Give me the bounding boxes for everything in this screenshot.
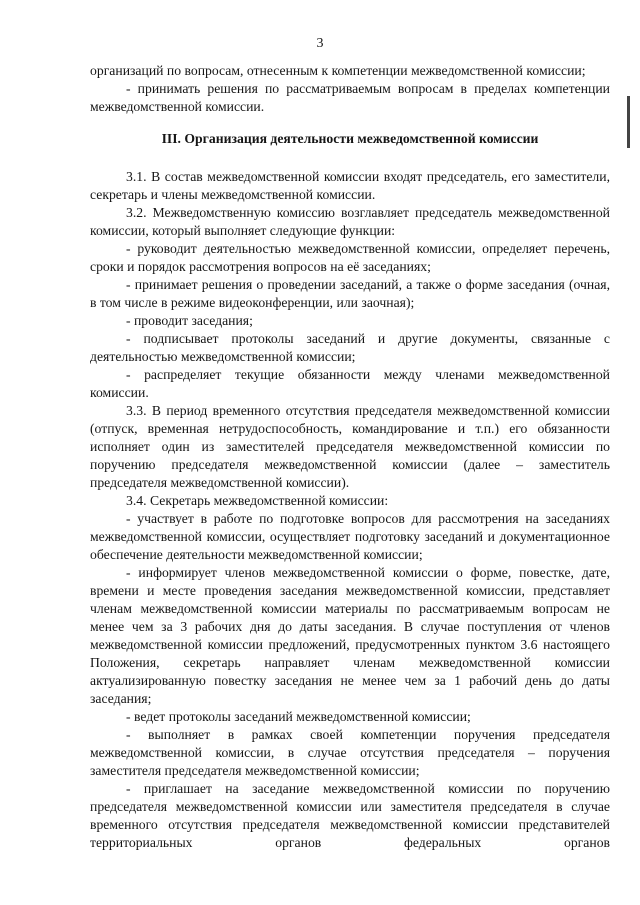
paragraph: 3.4. Секретарь межведомственной комиссии: xyxy=(126,493,389,508)
list-item: - выполняет в рамках своей компетенции поручения председателя межведомственной комиссии, в случае отсутствия председателя – поручения заместителя председателя межведомственной комиссии; xyxy=(90,727,610,778)
section-heading: III. Организация деятельности межведомственной комиссии xyxy=(161,131,539,146)
paragraph: организаций по вопросам, отнесенным к компетенции межведомственной комиссии; xyxy=(90,63,586,78)
list-item: - приглашает на заседание межведомственной комиссии по поручению председателя межведомственной комиссии или заместителя председателя в случае временного отсутствия председателя межведомственной комиссии представителей территориальных органов федеральных органов xyxy=(90,781,610,850)
paragraph: 3.3. В период временного отсутствия председателя межведомственной комиссии (отпуск, временная нетрудоспособность, командирование и т.п.) его обязанности исполняет один из заместителей председателя межведомственной комиссии по поручению председателя межведомственной комиссии (далее – заместитель председателя межведомственной комиссии). xyxy=(90,403,610,490)
paragraph: 3.1. В состав межведомственной комиссии входят председатель, его заместители, секретарь и члены межведомственной комиссии. xyxy=(90,169,610,202)
list-item: - подписывает протоколы заседаний и другие документы, связанные с деятельностью межведомственной комиссии; xyxy=(90,331,610,364)
document-body xyxy=(90,62,610,852)
page-number: 3 xyxy=(316,36,324,51)
paragraph: 3.2. Межведомственную комиссию возглавляет председатель межведомственной комиссии, который выполняет следующие функции: xyxy=(90,205,610,238)
list-item: - проводит заседания; xyxy=(126,313,253,328)
scan-edge-mark xyxy=(627,96,630,148)
list-item: - руководит деятельностью межведомственной комиссии, определяет перечень, сроки и порядок рассмотрения вопросов на её заседаниях; xyxy=(90,241,610,274)
paragraph: - принимать решения по рассматриваемым вопросам в пределах компетенции межведомственной комиссии. xyxy=(90,81,610,114)
list-item: - распределяет текущие обязанности между членами межведомственной комиссии. xyxy=(90,367,610,400)
list-item: - ведет протоколы заседаний межведомственной комиссии; xyxy=(126,709,471,724)
list-item: - принимает решения о проведении заседаний, а также о форме заседания (очная, в том числе в режиме видеоконференции, или заочная); xyxy=(90,277,610,310)
list-item: - участвует в работе по подготовке вопросов для рассмотрения на заседаниях межведомственной комиссии, осуществляет подготовку заседаний и документационное обеспечение деятельности межведомственной комиссии; xyxy=(90,511,610,562)
list-item: - информирует членов межведомственной комиссии о форме, повестке, дате, времени и месте проведения заседания межведомственной комиссии, представляет членам межведомственной комиссии материалы по рассматриваемым вопросам не менее чем за 3 рабочих дня до даты заседания. В случае поступления от членов межведомственной комиссии предложений, предусмотренных пунктом 3.6 настоящего Положения, секретарь направляет членам межведомственной комиссии актуализированную повестку заседания не менее чем за 1 рабочий день до даты заседания; xyxy=(90,565,610,706)
